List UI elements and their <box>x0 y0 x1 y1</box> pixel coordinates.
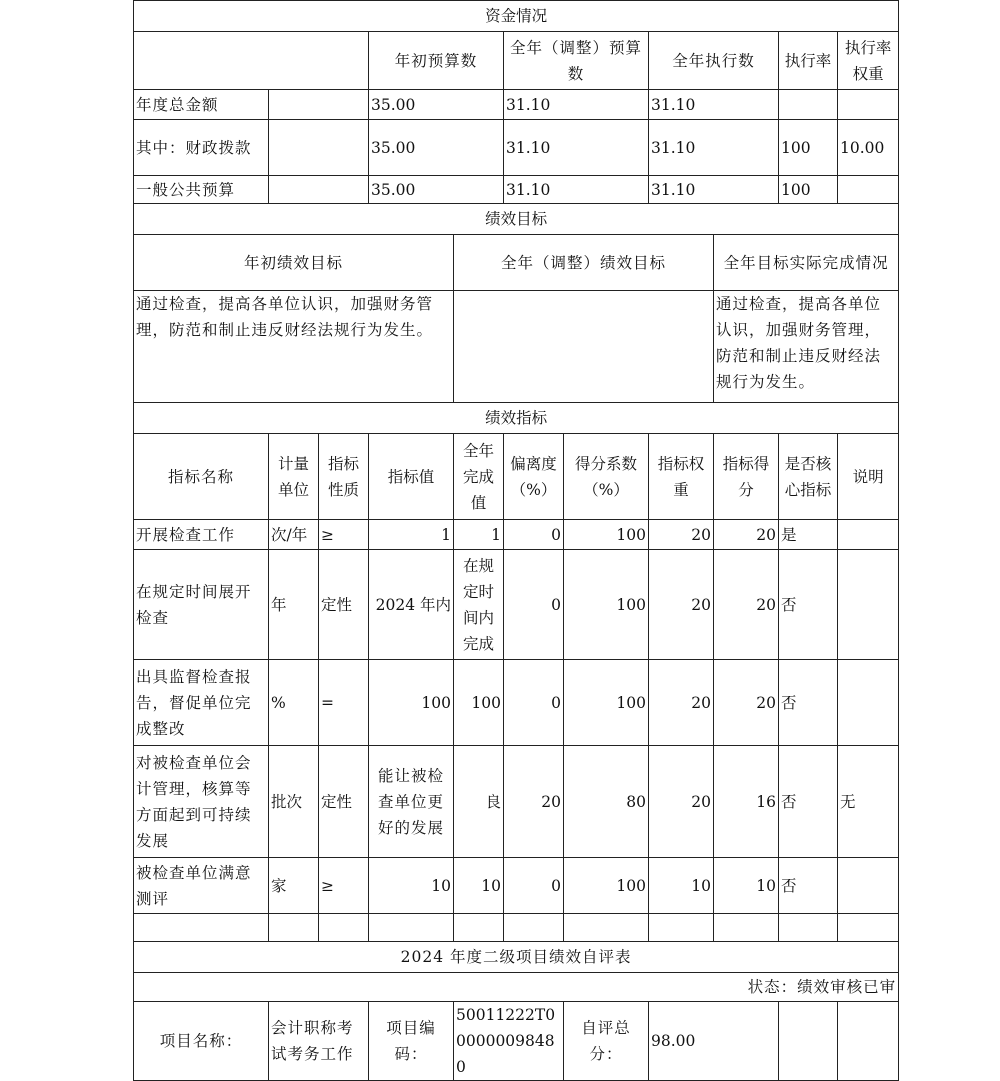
indicator-weight: 20 <box>649 520 714 550</box>
indicator-deviation-header: 偏离度（%） <box>504 434 564 520</box>
empty-cell <box>269 120 369 176</box>
indicator-unit: 年 <box>269 550 319 660</box>
indicator-coef: 100 <box>564 660 649 746</box>
indicator-name: 在规定时间展开检查 <box>134 550 269 660</box>
indicator-completed: 良 <box>454 746 504 858</box>
indicator-value: 1 <box>369 520 454 550</box>
indicator-completed-header: 全年完成值 <box>454 434 504 520</box>
indicator-value: 能让被检查单位更好的发展 <box>369 746 454 858</box>
fund-rate: 100 <box>779 176 838 204</box>
indicator-completed: 10 <box>454 858 504 914</box>
indicator-nature-header: 指标性质 <box>319 434 369 520</box>
empty-cell <box>134 914 269 942</box>
funds-section-title: 资金情况 <box>134 1 899 32</box>
indicator-score: 10 <box>714 858 779 914</box>
table-row <box>134 858 899 914</box>
indicator-name-header: 指标名称 <box>134 434 269 520</box>
self-score-label: 自评总分： <box>564 1002 649 1081</box>
indicator-nature: = <box>319 660 369 746</box>
indicator-core-header: 是否核心指标 <box>779 434 838 520</box>
indicator-weight: 20 <box>649 550 714 660</box>
empty-cell <box>369 914 454 942</box>
fund-row-label: 一般公共预算 <box>134 176 269 204</box>
indicator-score-header: 指标得分 <box>714 434 779 520</box>
empty-cell <box>838 914 899 942</box>
fund-adjusted: 31.10 <box>504 176 649 204</box>
empty-cell <box>779 1002 838 1081</box>
empty-cell <box>714 914 779 942</box>
fund-initial: 35.00 <box>369 176 504 204</box>
indicator-nature: 定性 <box>319 550 369 660</box>
exec-rate-header: 执行率 <box>779 32 838 90</box>
indicator-core: 否 <box>779 660 838 746</box>
indicator-coef: 100 <box>564 550 649 660</box>
empty-cell <box>779 914 838 942</box>
empty-cell <box>454 914 504 942</box>
initial-goal-header: 年初绩效目标 <box>134 235 454 291</box>
project-code-label: 项目编码： <box>369 1002 454 1081</box>
indicator-deviation: 0 <box>504 858 564 914</box>
adjusted-budget-header: 全年（调整）预算数 <box>504 32 649 90</box>
performance-evaluation-table <box>133 0 899 1081</box>
form-title: 2024 年度二级项目绩效自评表 <box>134 942 899 973</box>
indicator-coef: 80 <box>564 746 649 858</box>
indicator-score: 20 <box>714 520 779 550</box>
table-row <box>134 660 899 746</box>
indicator-value: 100 <box>369 660 454 746</box>
self-score: 98.00 <box>649 1002 779 1081</box>
indicator-name: 出具监督检查报告，督促单位完成整改 <box>134 660 269 746</box>
indicator-note <box>838 520 899 550</box>
indicator-core: 否 <box>779 746 838 858</box>
executed-header: 全年执行数 <box>649 32 779 90</box>
indicator-deviation: 20 <box>504 746 564 858</box>
indicator-name: 对被检查单位会计管理，核算等方面起到可持续发展 <box>134 746 269 858</box>
indicator-coef: 100 <box>564 520 649 550</box>
indicator-nature: ≥ <box>319 858 369 914</box>
indicator-weight-header: 指标权重 <box>649 434 714 520</box>
indicator-name: 开展检查工作 <box>134 520 269 550</box>
indicator-score: 16 <box>714 746 779 858</box>
exec-weight-header: 执行率权重 <box>838 32 899 90</box>
indicator-unit: 家 <box>269 858 319 914</box>
empty-cell <box>319 914 369 942</box>
fund-weight: 10.00 <box>838 120 899 176</box>
indicator-unit-header: 计量单位 <box>269 434 319 520</box>
funds-header-blank <box>134 32 369 90</box>
fund-executed: 31.10 <box>649 90 779 120</box>
fund-executed: 31.10 <box>649 176 779 204</box>
indicator-core: 否 <box>779 550 838 660</box>
indicator-unit: 批次 <box>269 746 319 858</box>
indicator-completed: 1 <box>454 520 504 550</box>
indicator-coef-header: 得分系数（%） <box>564 434 649 520</box>
fund-rate: 100 <box>779 120 838 176</box>
actual-goal-header: 全年目标实际完成情况 <box>714 235 899 291</box>
fund-executed: 31.10 <box>649 120 779 176</box>
empty-cell <box>269 90 369 120</box>
empty-cell <box>838 1002 899 1081</box>
project-code: 50011222T000000098480 <box>454 1002 564 1081</box>
indicator-score: 20 <box>714 550 779 660</box>
fund-weight <box>838 90 899 120</box>
indicator-value-header: 指标值 <box>369 434 454 520</box>
indicator-core: 是 <box>779 520 838 550</box>
fund-initial: 35.00 <box>369 90 504 120</box>
empty-cell <box>269 914 319 942</box>
adjusted-goal-header: 全年（调整）绩效目标 <box>454 235 714 291</box>
project-name: 会计职称考试考务工作 <box>269 1002 369 1081</box>
indicator-completed: 100 <box>454 660 504 746</box>
empty-cell <box>564 914 649 942</box>
fund-adjusted: 31.10 <box>504 120 649 176</box>
fund-weight <box>838 176 899 204</box>
indicator-score: 20 <box>714 660 779 746</box>
table-row <box>134 746 899 858</box>
indicator-name: 被检查单位满意测评 <box>134 858 269 914</box>
fund-initial: 35.00 <box>369 120 504 176</box>
goals-section-title: 绩效目标 <box>134 204 899 235</box>
indicator-core: 否 <box>779 858 838 914</box>
indicator-note <box>838 660 899 746</box>
status-text: 状态：绩效审核已审 <box>134 973 899 1002</box>
initial-goal-text: 通过检查，提高各单位认识，加强财务管理，防范和制止违反财经法规行为发生。 <box>134 291 454 403</box>
fund-rate <box>779 90 838 120</box>
indicator-nature: 定性 <box>319 746 369 858</box>
table-row <box>134 520 899 550</box>
indicator-deviation: 0 <box>504 550 564 660</box>
fund-row-label: 其中：财政拨款 <box>134 120 269 176</box>
table-row <box>134 550 899 660</box>
indicator-weight: 10 <box>649 858 714 914</box>
indicator-nature: ≥ <box>319 520 369 550</box>
empty-cell <box>269 176 369 204</box>
indicator-completed: 在规定时间内完成 <box>454 550 504 660</box>
empty-cell <box>649 914 714 942</box>
indicator-weight: 20 <box>649 660 714 746</box>
indicator-unit: % <box>269 660 319 746</box>
indicator-value: 10 <box>369 858 454 914</box>
fund-row-label: 年度总金额 <box>134 90 269 120</box>
indicator-coef: 100 <box>564 858 649 914</box>
project-name-label: 项目名称： <box>134 1002 269 1081</box>
indicator-note: 无 <box>838 746 899 858</box>
adjusted-goal-text <box>454 291 714 403</box>
empty-cell <box>504 914 564 942</box>
indicators-section-title: 绩效指标 <box>134 403 899 434</box>
indicator-deviation: 0 <box>504 660 564 746</box>
indicator-weight: 20 <box>649 746 714 858</box>
actual-goal-text: 通过检查，提高各单位认识，加强财务管理，防范和制止违反财经法规行为发生。 <box>714 291 899 403</box>
indicator-note-header: 说明 <box>838 434 899 520</box>
indicator-note <box>838 858 899 914</box>
indicator-value: 2024 年内 <box>369 550 454 660</box>
empty-row <box>134 914 899 942</box>
indicator-deviation: 0 <box>504 520 564 550</box>
fund-adjusted: 31.10 <box>504 90 649 120</box>
initial-budget-header: 年初预算数 <box>369 32 504 90</box>
indicator-unit: 次/年 <box>269 520 319 550</box>
indicator-note <box>838 550 899 660</box>
